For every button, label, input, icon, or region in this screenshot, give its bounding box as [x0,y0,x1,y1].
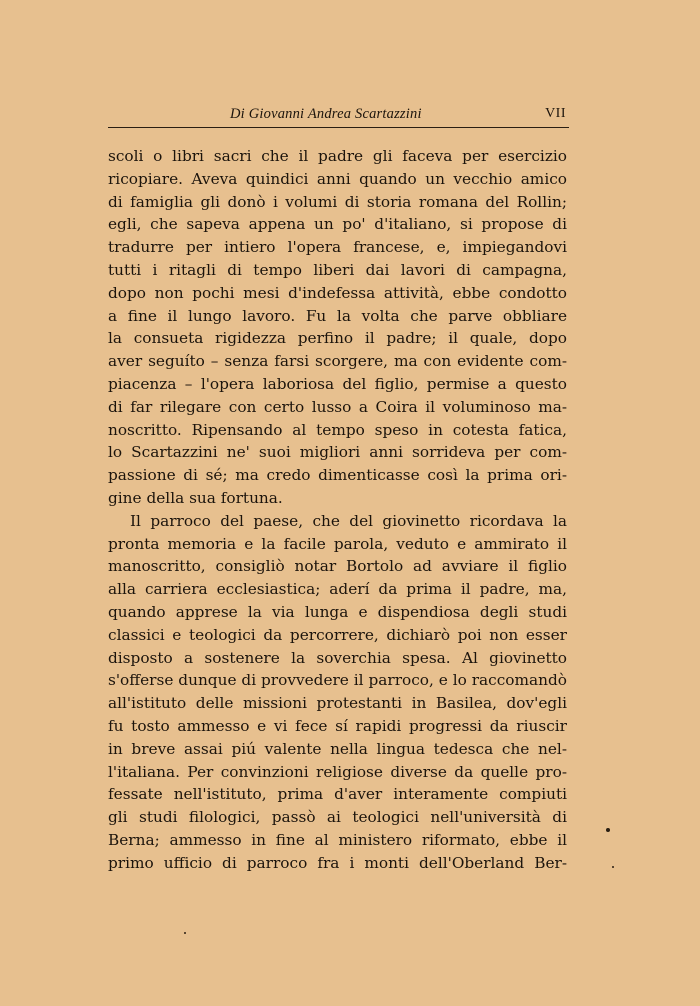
text-line: classici e teologici da percorrere, dichiarò poi non esser [108,625,567,644]
paragraph-last-line: gine della sua fortuna. [108,488,283,507]
page-number: VII [545,106,566,121]
text-line: dopo non pochi mesi d'indefessa attività, ebbe condotto [108,283,567,302]
paragraph-first-line: Il parroco del paese, che del giovinetto ricordava la [130,511,567,530]
text-line: pronta memoria e la facile parola, veduto e ammirato il [108,534,567,553]
text-line: quando apprese la via lunga e dispendiosa degli studi [108,602,567,621]
text-line: di far rilegare con certo lusso a Coira il voluminoso ma- [108,397,567,416]
text-line: noscritto. Ripensando al tempo speso in cotesta fatica, [108,420,567,439]
text-line: egli, che sapeva appena un po' d'italiano, si propose di [108,215,567,234]
text-line: in breve assai piú valente nella lingua tedesca che nel- [108,739,567,758]
text-line: l'italiana. Per convinzioni religiose diverse da quelle pro- [108,762,567,781]
text-line: ricopiare. Aveva quindici anni quando un vecchio amico [108,169,567,188]
text-line: tradurre per intiero l'opera francese, e, impiegandovi [108,238,567,257]
text-line: gli studi filologici, passò ai teologici nell'università di [108,808,567,827]
ink-speck [184,932,186,934]
text-line: passione di sé; ma credo dimenticasse così la prima ori- [108,466,567,485]
header-rule [108,127,569,128]
text-line: s'offerse dunque di provvedere il parroco, e lo raccomandò [108,671,567,690]
body-text [108,145,567,875]
page-header [108,106,568,126]
ink-speck [606,828,610,832]
text-line: fu tosto ammesso e vi fece sí rapidi progressi da riuscir [108,716,567,735]
running-head: Di Giovanni Andrea Scartazzini [230,106,422,122]
text-line: scoli o libri sacri che il padre gli faceva per esercizio [108,147,567,165]
text-line: a fine il lungo lavoro. Fu la volta che parve obbliare [108,306,567,325]
text-line: disposto a sostenere la soverchia spesa. Al giovinetto [108,648,567,667]
text-line: aver seguíto – senza farsi scorgere, ma con evidente com- [108,352,567,371]
text-line: piacenza – l'opera laboriosa del figlio, permise a questo [108,374,567,393]
text-line: lo Scartazzini ne' suoi migliori anni sorrideva per com- [108,443,567,462]
text-line: manoscritto, consigliò notar Bortolo ad avviare il figlio [108,557,567,576]
text-line: fessate nell'istituto, prima d'aver interamente compiuti [108,785,567,804]
text-line: la consueta rigidezza perfino il padre; il quale, dopo [108,329,567,348]
text-line: primo ufficio di parroco fra i monti dell'Oberland Ber- [108,853,567,872]
text-line: di famiglia gli donò i volumi di storia romana del Rollin; [108,192,567,211]
text-line: tutti i ritagli di tempo liberi dai lavori di campagna, [108,260,567,279]
text-line: alla carriera ecclesiastica; aderí da prima il padre, ma, [108,580,567,599]
text-line: Berna; ammesso in fine al ministero riformato, ebbe il [108,830,567,849]
ink-speck [612,866,614,868]
text-line: all'istituto delle missioni protestanti in Basilea, dov'egli [108,694,567,713]
